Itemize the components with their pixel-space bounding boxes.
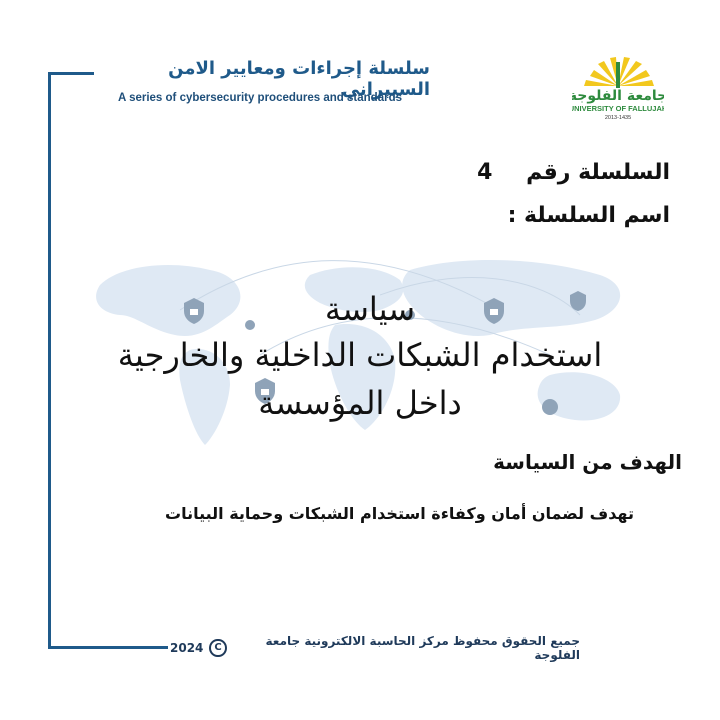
series-number-value: 4 — [477, 160, 493, 185]
footer-copyright — [170, 634, 580, 662]
goal-heading: الهدف من السياسة — [493, 450, 682, 474]
footer-year: 2024 — [170, 641, 204, 655]
series-number — [477, 160, 670, 185]
policy-title-line3: داخل المؤسسة — [258, 384, 462, 422]
series-title-arabic: سلسلة إجراءات ومعايير الامن السيبراني — [168, 58, 430, 100]
frame-top-line — [48, 72, 94, 75]
series-number-label: السلسلة رقم — [526, 160, 670, 185]
series-name-label: اسم السلسلة : — [507, 203, 670, 228]
policy-title-line1: سياسة — [324, 290, 416, 328]
svg-text:2013-1435: 2013-1435 — [604, 115, 632, 121]
copyright-icon: C — [209, 639, 226, 657]
goal-text: تهدف لضمان أمان وكفاءة استخدام الشبكات وحماية البيانات — [164, 504, 634, 523]
policy-title-line2: استخدام الشبكات الداخلية والخارجية — [117, 336, 603, 374]
frame-bottom-line — [48, 646, 168, 649]
university-logo — [572, 56, 664, 126]
footer-rights-text: جميع الحقوق محفوظ مركز الحاسبة الالكترونية جامعة الفلوجة — [265, 634, 580, 662]
series-title-english: A series of cybersecurity procedures and standards — [118, 92, 402, 104]
svg-text:جامعة الفلوجة: جامعة الفلوجة — [572, 88, 664, 104]
svg-text:UNIVERSITY OF FALLUJAH: UNIVERSITY OF FALLUJAH — [572, 104, 664, 113]
